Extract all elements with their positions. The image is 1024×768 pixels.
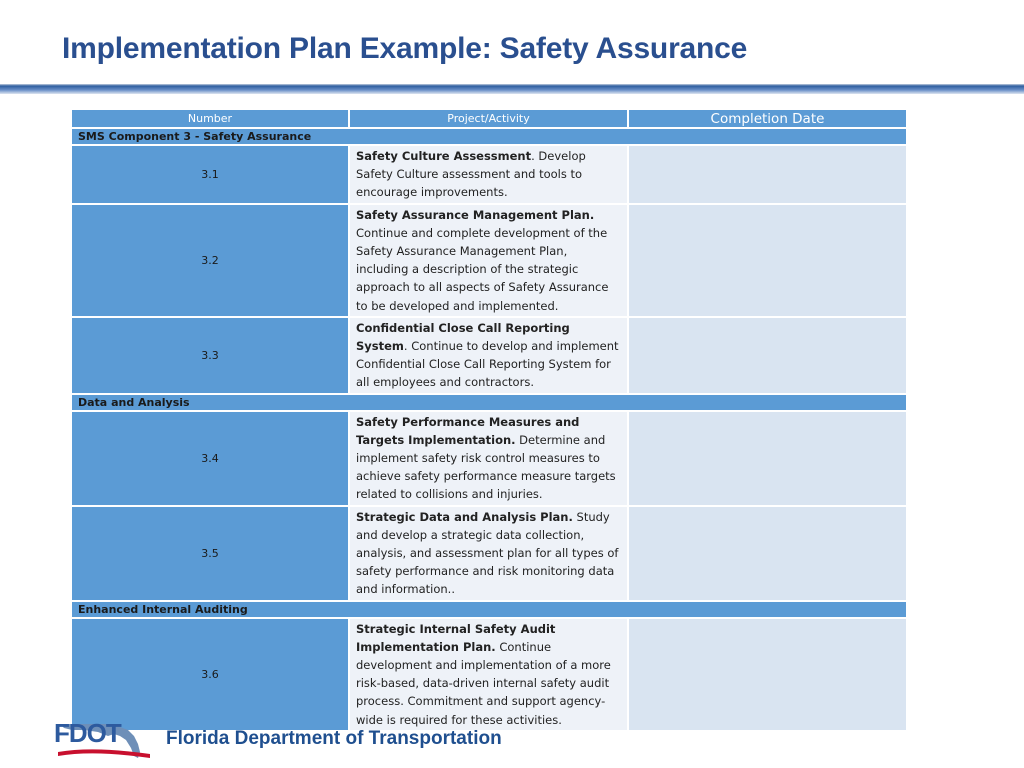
activity-title: Confidential Close Call Reporting System: [356, 320, 570, 354]
footer: [54, 716, 574, 760]
row-number: 3.4: [71, 411, 349, 506]
row-activity: [349, 411, 628, 506]
section-label: SMS Component 3 - Safety Assurance: [71, 128, 907, 145]
activity-description: Determine and implement safety risk control measures to achieve safety performance measure targets related to collisions and injuries.: [356, 432, 616, 502]
activity-description: . Continue to develop and implement Confidential Close Call Reporting System for all employees and contractors.: [356, 339, 619, 390]
row-activity: [349, 204, 628, 317]
table-row: [71, 145, 907, 204]
row-number: 3.6: [71, 618, 349, 731]
section-row: [71, 128, 907, 145]
row-number: 3.5: [71, 506, 349, 601]
row-completion-date: [628, 506, 907, 601]
activity-title: Safety Performance Measures and Targets Implementation.: [356, 414, 580, 447]
table-row: [71, 411, 907, 506]
section-label: Data and Analysis: [71, 394, 907, 411]
row-completion-date: [628, 204, 907, 317]
activity-title: Safety Assurance Management Plan.: [356, 207, 595, 222]
row-number: 3.3: [71, 317, 349, 394]
table-row: [71, 506, 907, 601]
table-row: [71, 618, 907, 731]
table-row: [71, 204, 907, 317]
table-row: [71, 317, 907, 394]
section-row: [71, 394, 907, 411]
section-label: Enhanced Internal Auditing: [71, 601, 907, 618]
activity-description: Continue and complete development of the Safety Assurance Management Plan, including a description of the strategic approach to all aspects of Safety Assurance to be developed and implemented.: [356, 225, 609, 313]
slide-title: Implementation Plan Example: Safety Assurance: [62, 32, 748, 65]
activity-description: Continue development and implementation of a more risk-based, data-driven internal safety audit process. Commitment and support agency-wide is required for these activities.: [356, 639, 611, 727]
activity-description: . Develop Safety Culture assessment and tools to encourage improvements.: [356, 149, 586, 200]
activity-title: Safety Culture Assessment: [356, 149, 532, 163]
row-activity: [349, 506, 628, 601]
row-completion-date: [628, 317, 907, 394]
fdot-logo: [54, 716, 154, 760]
row-completion-date: [628, 145, 907, 204]
activity-title: Strategic Data and Analysis Plan.: [356, 509, 573, 524]
row-activity: [349, 618, 628, 731]
logo-text: FDOT: [54, 718, 121, 748]
row-completion-date: [628, 411, 907, 506]
section-row: [71, 601, 907, 618]
activity-title: Strategic Internal Safety Audit Implementation Plan.: [356, 621, 556, 654]
header-completion-date: Completion Date: [628, 109, 907, 128]
header-activity: Project/Activity: [349, 109, 628, 128]
row-number: 3.2: [71, 204, 349, 317]
header-row: [71, 109, 907, 128]
department-name: Florida Department of Transportation: [166, 728, 502, 749]
header-number: Number: [71, 109, 349, 128]
row-activity: [349, 145, 628, 204]
row-completion-date: [628, 618, 907, 731]
row-activity: [349, 317, 628, 394]
title-divider: [0, 84, 1024, 94]
implementation-table: [70, 108, 908, 732]
implementation-table-container: [70, 108, 906, 732]
activity-description: Study and develop a strategic data collection, analysis, and assessment plan for all types of safety performance and risk monitoring data and information..: [356, 509, 619, 597]
row-number: 3.1: [71, 145, 349, 204]
